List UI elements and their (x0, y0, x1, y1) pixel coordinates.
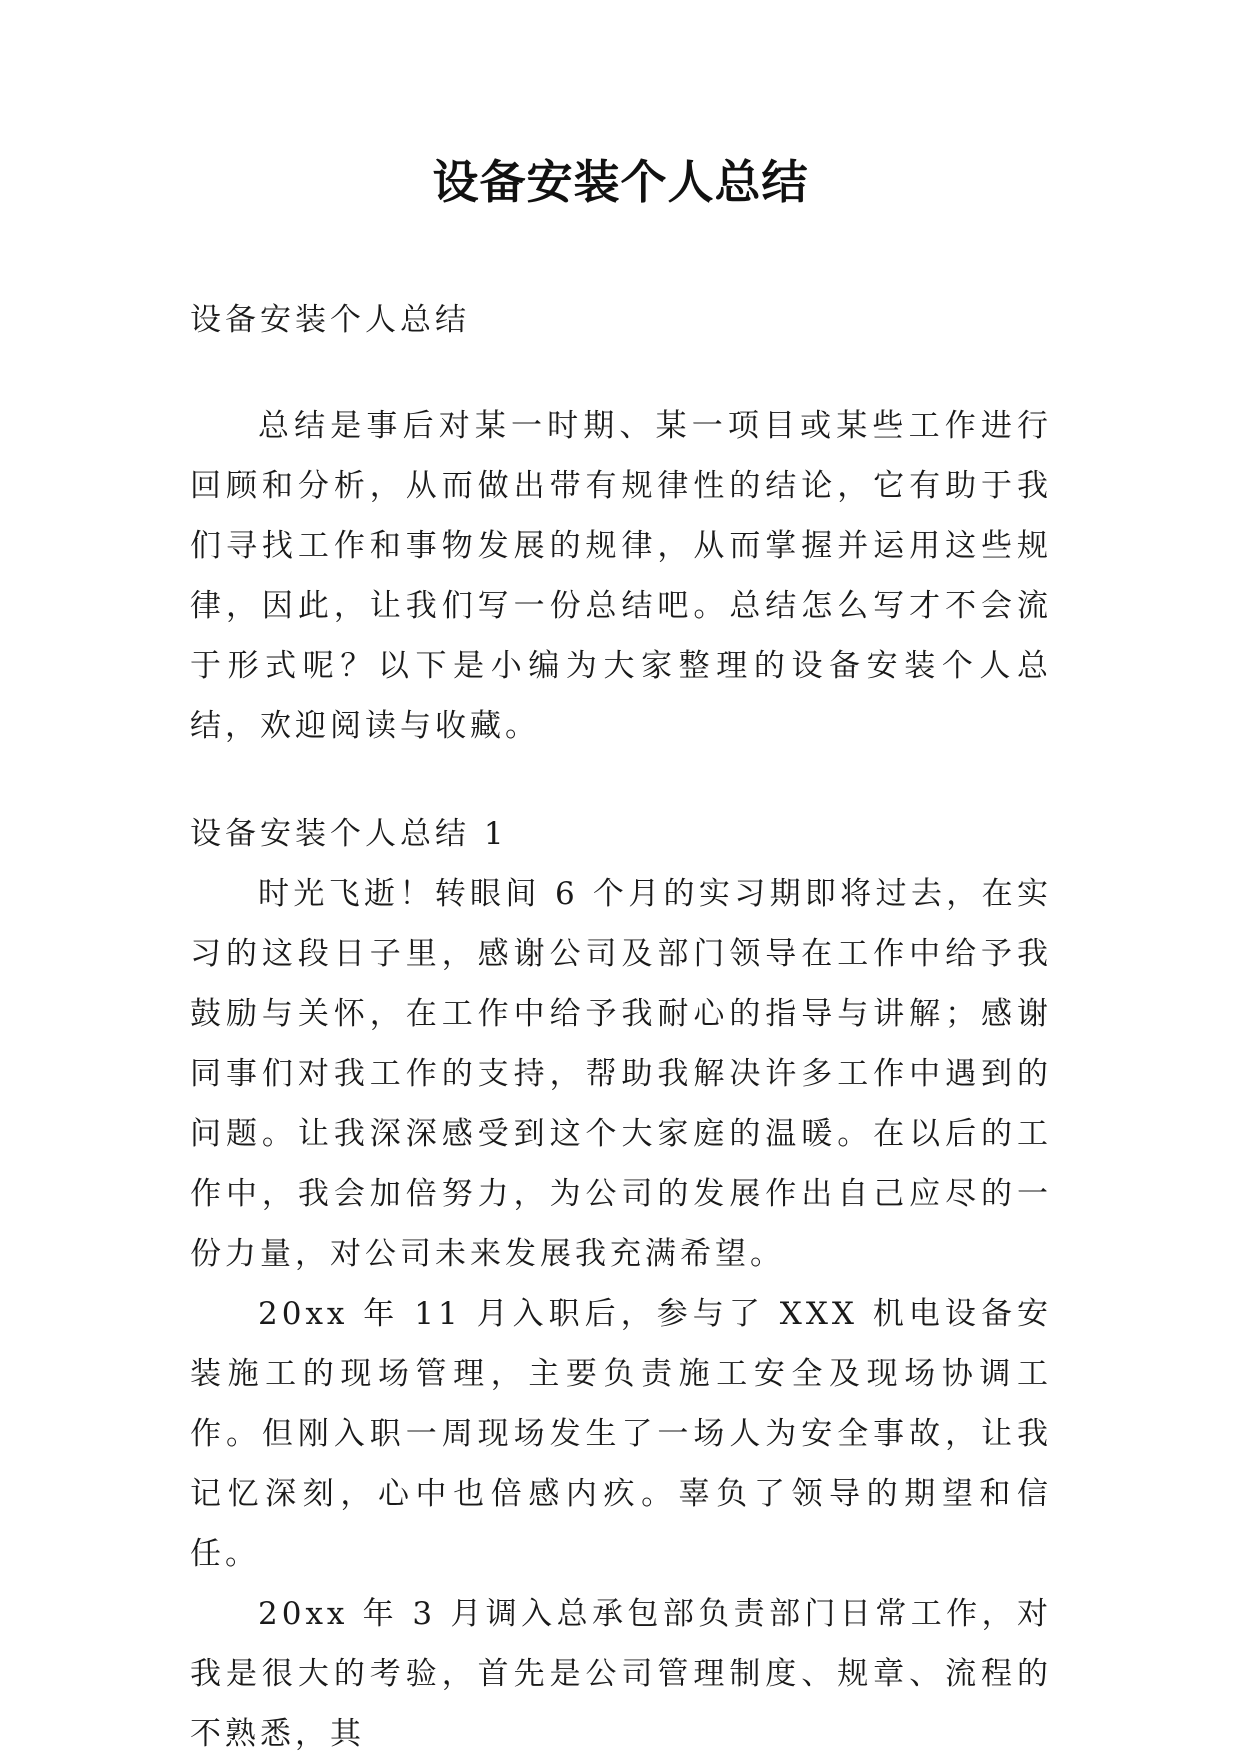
body-paragraph: 时光飞逝！转眼间 6 个月的实习期即将过去，在实习的这段日子里，感谢公司及部门领导在工作中给予我鼓励与关怀，在工作中给予我耐心的指导与讲解；感谢同事们对我工作的支持，帮助我解决许多工作中遇到的问题。让我深深感受到这个大家庭的温暖。在以后的工作中，我会加倍努力，为公司的发展作出自己应尽的一份力量，对公司未来发展我充满希望。 (190, 876, 1052, 1272)
document-title: 设备安装个人总结 (432, 155, 809, 209)
spacer (190, 350, 1052, 396)
document-subtitle: 设备安装个人总结 (190, 302, 470, 338)
document-body (190, 290, 1052, 1764)
spacer (190, 756, 1052, 804)
body-paragraph: 20xx 年 3 月调入总承包部负责部门日常工作，对我是很大的考验，首先是公司管理制度、规章、流程的不熟悉，其 (190, 1596, 1052, 1752)
section-heading: 设备安装个人总结 1 (190, 816, 508, 852)
body-paragraph: 20xx 年 11 月入职后，参与了 XXX 机电设备安装施工的现场管理，主要负责施工安全及现场协调工作。但刚入职一周现场发生了一场人为安全事故，让我记忆深刻，心中也倍感内疚。辜负了领导的期望和信任。 (190, 1296, 1052, 1572)
intro-paragraph: 总结是事后对某一时期、某一项目或某些工作进行回顾和分析，从而做出带有规律性的结论，它有助于我们寻找工作和事物发展的规律，从而掌握并运用这些规律，因此，让我们写一份总结吧。总结怎么写才不会流于形式呢？以下是小编为大家整理的设备安装个人总结，欢迎阅读与收藏。 (190, 408, 1052, 744)
